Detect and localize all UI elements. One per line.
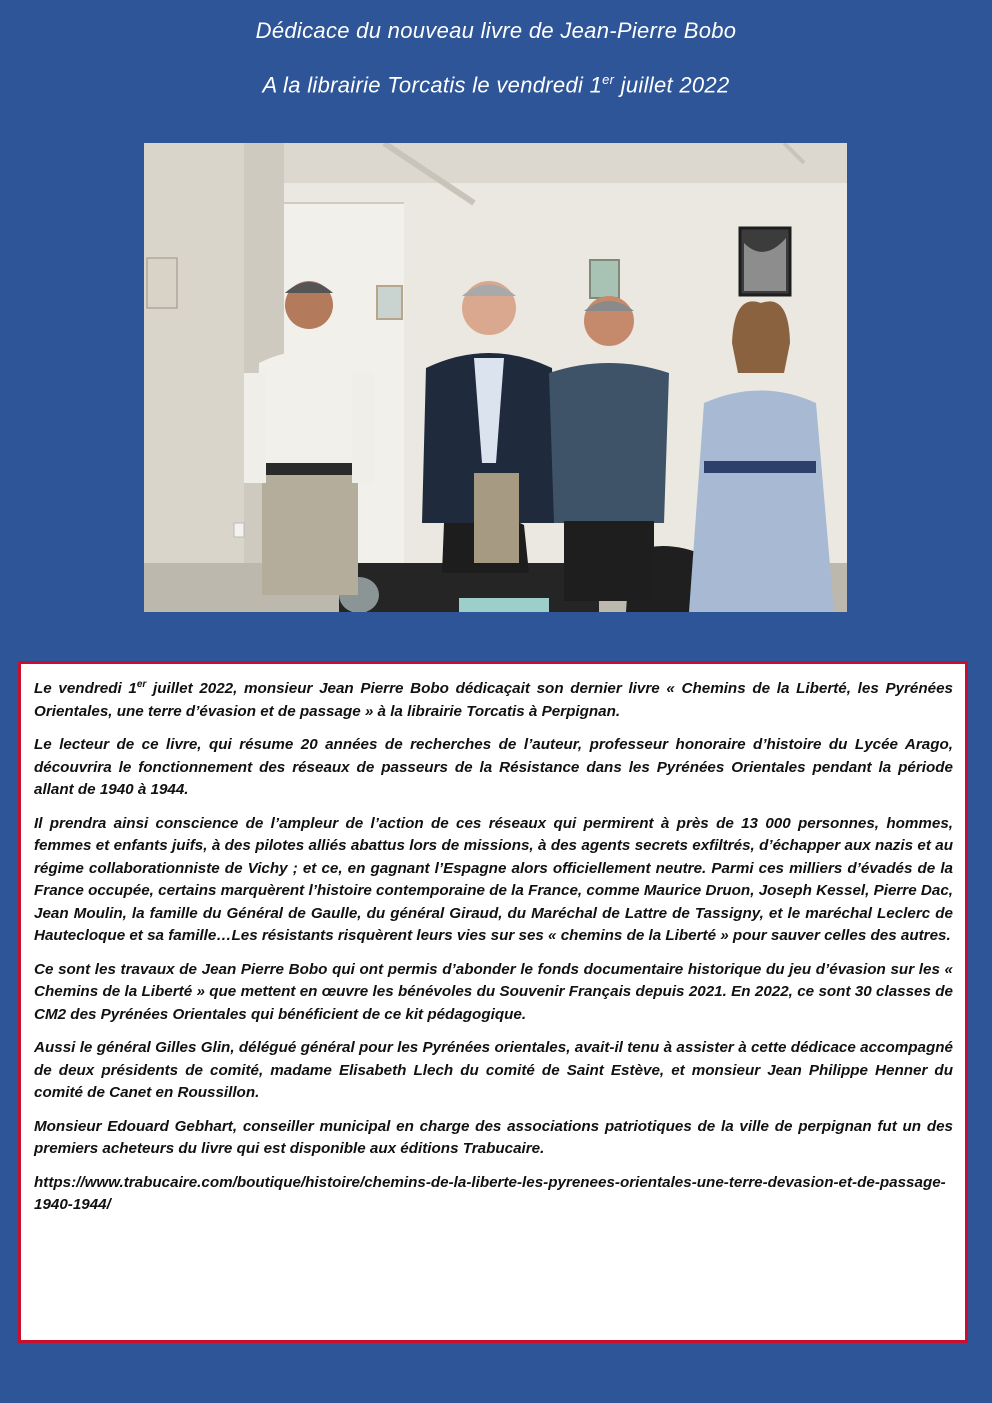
article-panel [18,661,968,1343]
p1-superscript: er [136,678,147,690]
article-paragraph-4: Ce sont les travaux de Jean Pierre Bobo qui ont permis d’abonder le fonds documentaire historique du jeu d’évasion sur les « Chemins de la Liberté » que mettent en œuvre les bénévoles du Souvenir Français depuis 2021. En 2022, ce sont 30 classes de CM2 des Pyrénées Orientales qui bénéficient de ce kit pédagogique. [34,960,953,1023]
subtitle-superscript: er [602,72,615,87]
book-url-link[interactable]: https://www.trabucaire.com/boutique/histoire/chemins-de-la-liberte-les-pyrenees-orientales-une-terre-devasion-et-de-passage-1940-1944/ [34,1173,946,1213]
article-paragraph-5: Aussi le général Gilles Glin, délégué général pour les Pyrénées orientales, avait-il tenu à assister à cette dédicace accompagné de deux présidents de comité, madame Elisabeth Llech du comité de Saint Estève, et monsieur Jean Philippe Henner du comité de Canet en Roussillon. [34,1039,953,1101]
article-paragraph-3: Il prendra ainsi conscience de l’ampleur de l’action de ces réseaux qui permirent à près de 13 000 personnes, hommes, femmes et enfants juifs, à des pilotes alliés abattus lors de missions, à des agents secrets exfiltrés, d’échapper aux nazis et au régime collaborationniste de Vichy ; et ce, en gagnant l’Espagne alors officiellement neutre. Parmi ces milliers d’évadés de la France occupée, certains marquèrent l’histoire contemporaine de la France, comme Maurice Druon, Joseph Kessel, Pierre Dac, Jean Moulin, la famille du Général de Gaulle, du général Giraud, du Maréchal de Lattre de Tassigny, et le maréchal Leclerc de Hautecloque et sa famille…Les résistants risquèrent leurs vies sur ses « chemins de la Liberté » pour sauver celles des autres. [34,814,953,944]
article-paragraph-6: Monsieur Edouard Gebhart, conseiller municipal en charge des associations patriotiques de la ville de perpignan fut un des premiers acheteurs du livre qui est disponible aux éditions Trabucaire. [34,1117,953,1157]
event-photo [144,143,847,612]
p1-text-post: juillet 2022, monsieur Jean Pierre Bobo dédicaçait son dernier livre « Chemins de la Liberté, les Pyrénées Orientales, une terre d’évasion et de passage » à la librairie Torcatis à Perpignan. [34,680,953,720]
article-paragraph-2: Le lecteur de ce livre, qui résume 20 années de recherches de l’auteur, professeur honoraire d’histoire du Lycée Arago, découvrira le fonctionnement des réseaux de passeurs de la Résistance dans les Pyrénées Orientales pendant la période allant de 1940 à 1944. [34,736,953,798]
subtitle-text-pre: A la librairie Torcatis le vendredi 1 [262,72,603,98]
page-title: Dédicace du nouveau livre de Jean-Pierre Bobo [255,18,737,43]
event-photo-illustration [144,143,847,612]
article-paragraph-1 [34,678,953,723]
subtitle-text-post: juillet 2022 [614,72,730,98]
p1-text-pre: Le vendredi 1 [34,680,137,697]
page-subtitle [0,72,992,98]
